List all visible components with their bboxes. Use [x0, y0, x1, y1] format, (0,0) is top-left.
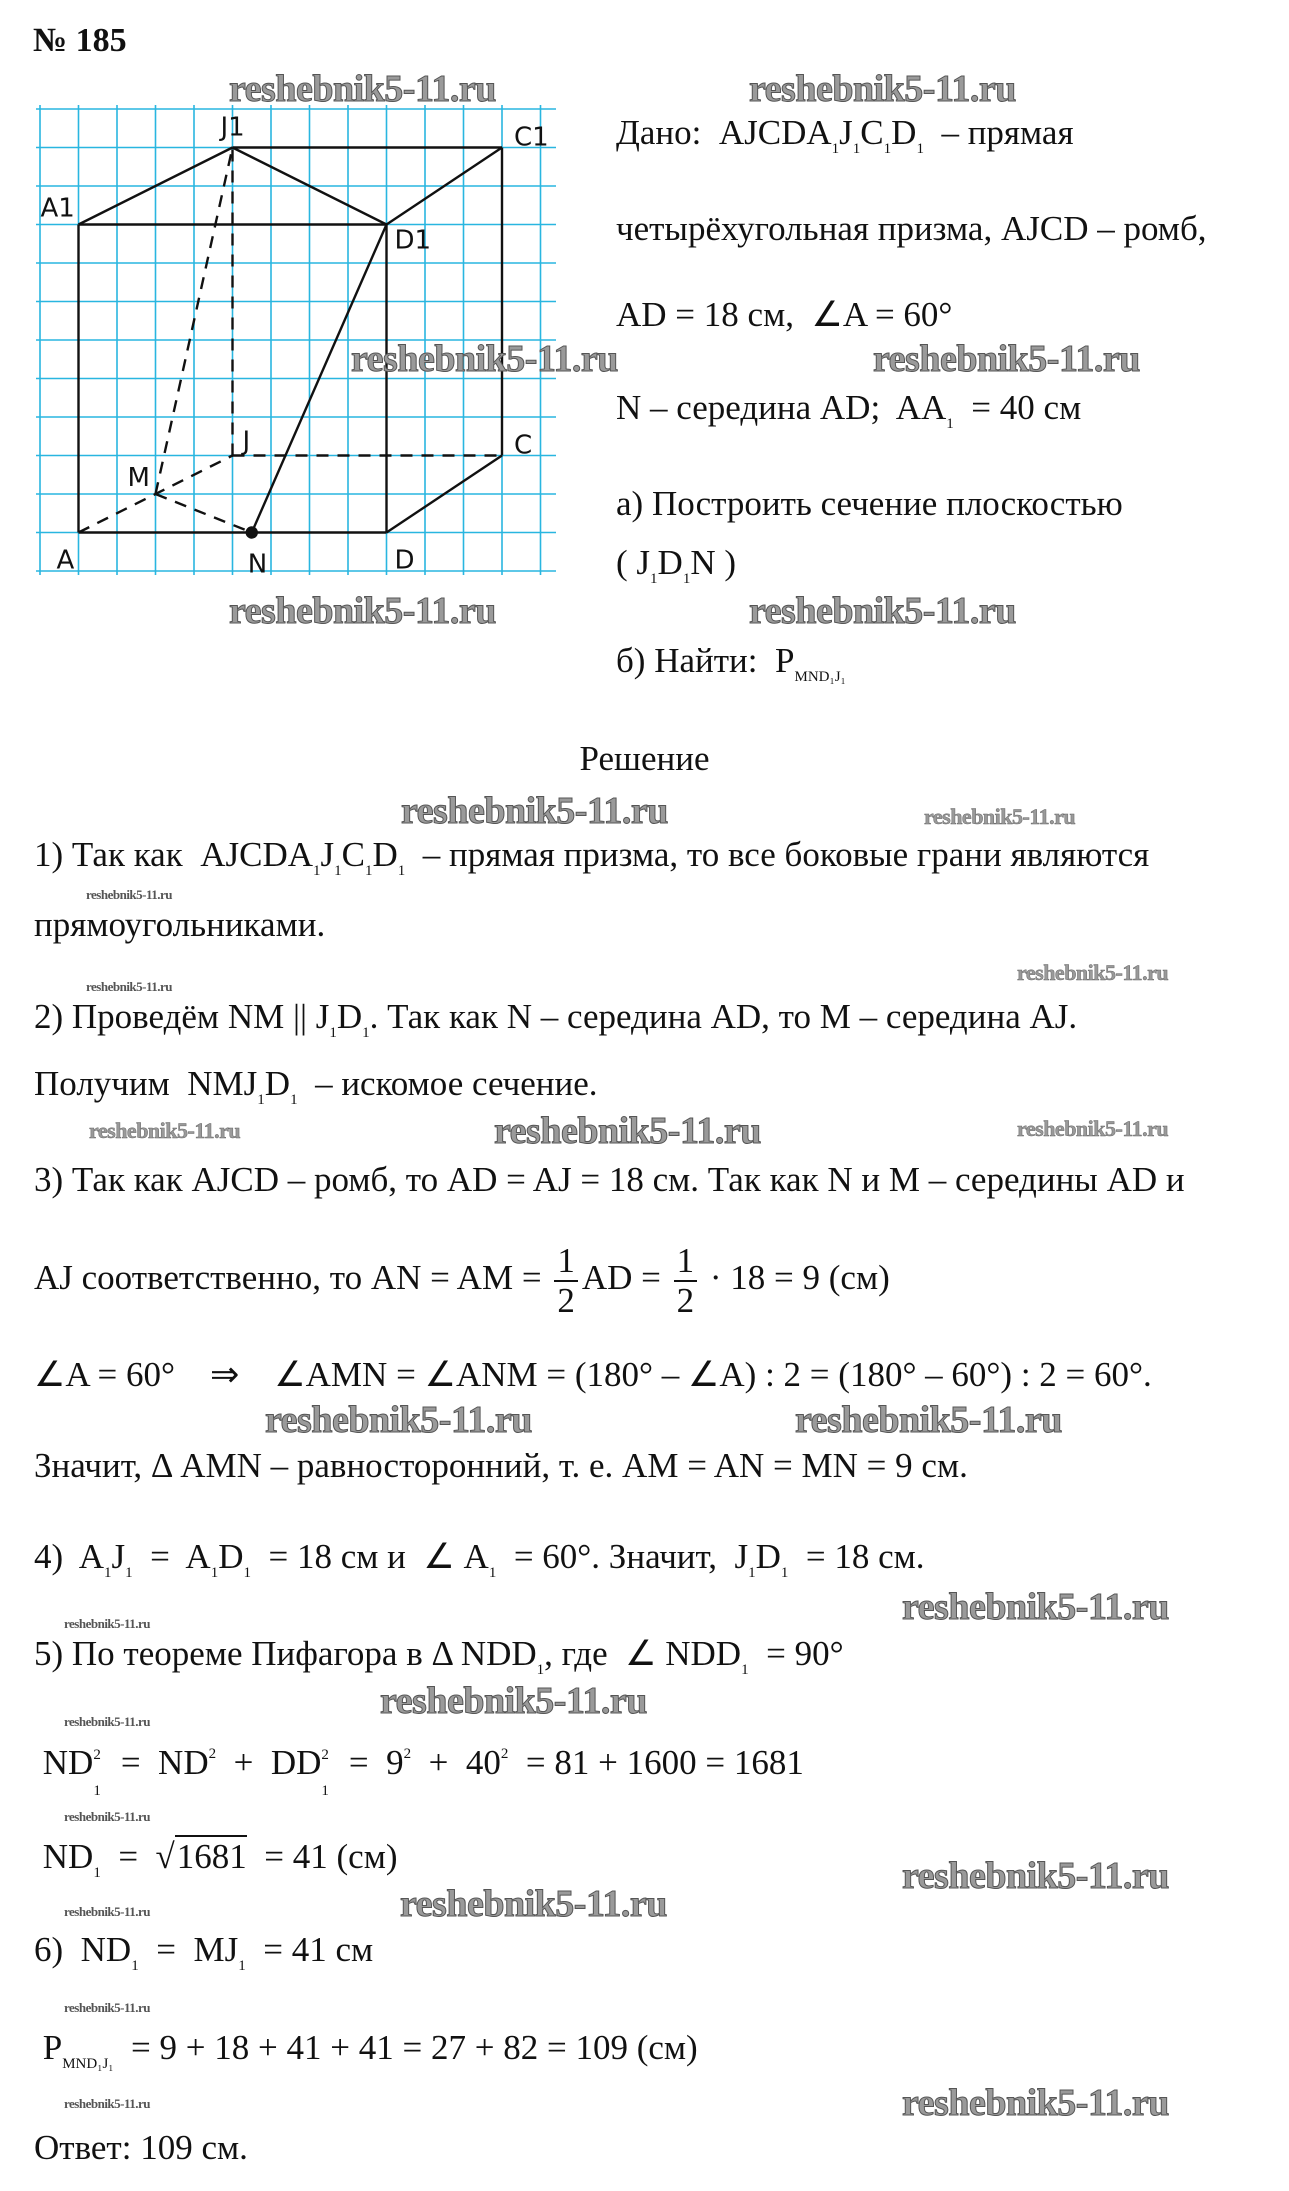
text-line: [616, 209, 1207, 249]
text-run: N ): [690, 543, 736, 582]
text-run: = 41 см: [245, 1930, 374, 1969]
text-run: = MJ: [138, 1930, 239, 1969]
subscript: 1: [682, 571, 691, 587]
text-run: 3) Так как AJCD – ромб, то AD = AJ = 18 см. Так как N и M – середины AD и: [34, 1160, 1185, 1199]
text-run: D: [657, 543, 683, 582]
subscript: 1: [93, 1783, 101, 1799]
text-run: = 18 см.: [788, 1537, 925, 1576]
text-run: 1) Так как AJCDA: [34, 835, 314, 874]
subscript: 1: [883, 141, 892, 157]
fraction: [674, 1242, 698, 1320]
superscript: 2: [93, 1747, 101, 1763]
subscript: 1: [852, 141, 861, 157]
subscript: 1: [329, 1025, 337, 1041]
watermark: reshebnik5-11.ru: [1017, 1116, 1169, 1141]
text-run: + 40: [411, 1743, 501, 1782]
text-line: [34, 1734, 804, 1799]
denominator: 2: [676, 1281, 695, 1320]
subscript: 1: [946, 416, 954, 432]
subscript: 1: [741, 1662, 749, 1678]
text-run: = 81 + 1600 = 1681: [508, 1743, 804, 1782]
text-run: + DD: [216, 1743, 322, 1782]
watermark: reshebnik5-11.ru: [902, 1855, 1169, 1897]
vertex-label-d: D: [394, 545, 415, 576]
text-line: [616, 295, 952, 335]
text-run: прямоугольниками.: [34, 905, 326, 944]
watermark: reshebnik5-11.ru: [924, 804, 1076, 829]
numerator: 1: [674, 1242, 698, 1282]
watermark: reshebnik5-11.ru: [64, 1904, 151, 1919]
edge-M-N: [156, 494, 252, 533]
vertex-label-c1: C1: [514, 122, 549, 153]
problem-number: № 185: [33, 22, 127, 59]
text-line: [616, 113, 1074, 169]
superscript: 2: [321, 1747, 329, 1763]
text-run: C: [860, 113, 884, 152]
watermark: reshebnik5-11.ru: [265, 1399, 532, 1441]
text-run: ( J: [616, 543, 651, 582]
subscript: 1: [257, 1092, 265, 1108]
subscript: 1: [365, 863, 373, 879]
text-run: D: [891, 113, 917, 152]
text-run: D: [218, 1537, 244, 1576]
subscript: 1: [321, 1783, 329, 1799]
text-run: AD = 18 см, ∠A = 60°: [616, 295, 953, 334]
text-run: Значит, Δ AMN – равносторонний, т. е. AM = AN = MN = 9 см.: [34, 1446, 968, 1485]
text-run: C: [341, 835, 365, 874]
watermark: reshebnik5-11.ru: [380, 1680, 647, 1722]
subscript: MND₁J₁: [62, 2056, 114, 2072]
subscript: 1: [650, 571, 658, 587]
text-line: [34, 1242, 890, 1320]
text-run: · 18 = 9 (см): [701, 1258, 890, 1298]
vertex-label-c: C: [514, 430, 533, 461]
text-run: – прямая: [923, 113, 1074, 152]
text-line: [616, 484, 1123, 524]
watermark: reshebnik5-11.ru: [749, 590, 1016, 632]
point-n: [247, 528, 257, 538]
watermark: reshebnik5-11.ru: [795, 1399, 1062, 1441]
text-run: 4) A: [34, 1537, 104, 1576]
text-line: [34, 905, 325, 945]
watermark: reshebnik5-11.ru: [1017, 960, 1169, 985]
text-line: [34, 1355, 1152, 1395]
vertex-label-j1: J1: [220, 112, 245, 143]
watermark: reshebnik5-11.ru: [401, 790, 668, 832]
watermark: reshebnik5-11.ru: [64, 1809, 151, 1824]
text-line: [34, 997, 1077, 1053]
watermark: reshebnik5-11.ru: [64, 1714, 151, 1729]
text-line: [34, 1930, 373, 1986]
text-run: J: [320, 835, 335, 874]
text-run: Ответ: 109 см.: [34, 2128, 248, 2167]
watermark: reshebnik5-11.ru: [86, 887, 173, 902]
text-line: [616, 543, 736, 599]
text-run: = 9 + 18 + 41 + 41 = 27 + 82 = 109 (см): [113, 2028, 698, 2067]
watermark: reshebnik5-11.ru: [902, 1586, 1169, 1628]
vertex-label-n: N: [247, 549, 268, 580]
subscript: 1: [748, 1565, 756, 1581]
text-run: Получим NMJ: [34, 1064, 258, 1103]
subscript: 1: [536, 1662, 545, 1678]
text-run: = 40 см: [953, 388, 1082, 427]
square-root: 1681: [176, 1837, 247, 1876]
text-run: ∠A = 60° ⇒ ∠AMN = ∠ANM = (180° – ∠A) : 2 = (180° – 60°) : 2 = 60°.: [34, 1355, 1152, 1394]
subscript: 1: [93, 1865, 101, 1881]
subscript: 1: [916, 141, 924, 157]
watermark: reshebnik5-11.ru: [89, 1118, 241, 1143]
subscript: 1: [313, 863, 321, 879]
subscript: 1: [104, 1565, 112, 1581]
subscript: 1: [362, 1025, 370, 1041]
text-run: D: [336, 997, 363, 1036]
text-run: = 18 см и ∠ A: [251, 1537, 489, 1576]
text-run: D: [372, 835, 398, 874]
watermark: reshebnik5-11.ru: [64, 2096, 151, 2111]
vertex-label-m: M: [127, 463, 150, 493]
text-run: = 90°: [748, 1634, 844, 1673]
watermark: reshebnik5-11.ru: [229, 68, 496, 110]
watermark: reshebnik5-11.ru: [351, 338, 618, 380]
text-run: N – середина AD; AA: [616, 388, 947, 427]
watermark: reshebnik5-11.ru: [873, 338, 1140, 380]
subscript: 1: [290, 1092, 298, 1108]
text-run: – прямая призма, то все боковые грани являются: [405, 835, 1150, 874]
text-run: D: [755, 1537, 781, 1576]
superscript: 2: [500, 1746, 509, 1762]
numerator: 1: [554, 1242, 578, 1282]
vertex-label-a: A: [56, 545, 75, 576]
subscript: 1: [488, 1565, 497, 1581]
watermark: reshebnik5-11.ru: [400, 1883, 667, 1925]
vertex-label-a1: A1: [40, 193, 75, 224]
text-line: [34, 1446, 968, 1486]
superscript: 2: [403, 1746, 412, 1762]
watermark: reshebnik5-11.ru: [749, 68, 1016, 110]
fraction: [554, 1242, 578, 1320]
text-run: AD =: [581, 1258, 670, 1298]
text-run: = 9: [331, 1743, 404, 1782]
text-run: а) Построить сечение плоскостью: [616, 484, 1123, 523]
watermark: reshebnik5-11.ru: [902, 2082, 1169, 2124]
watermark: reshebnik5-11.ru: [64, 1616, 151, 1631]
text-line: [616, 388, 1081, 444]
text-run: 6) ND: [34, 1930, 132, 1969]
text-line: [34, 1537, 925, 1593]
text-run: = 60°. Значит, J: [496, 1537, 749, 1576]
text-run: б) Найти: P: [616, 641, 795, 680]
watermark: reshebnik5-11.ru: [64, 2000, 151, 2015]
text-run: J: [839, 113, 853, 152]
text-line: [616, 641, 846, 697]
solution-heading: Решение: [579, 739, 710, 778]
subscript: 1: [131, 1958, 139, 1974]
subscript: 1: [243, 1565, 251, 1581]
subscript: MND₁J₁: [794, 669, 846, 685]
text-line: [34, 2028, 698, 2084]
watermark: reshebnik5-11.ru: [229, 590, 496, 632]
text-line: [34, 835, 1149, 891]
text-run: ND: [34, 1837, 94, 1876]
text-run: 5) По теореме Пифагора в Δ NDD: [34, 1634, 537, 1673]
vertex-label-d1: D1: [394, 225, 432, 256]
superscript: 2: [208, 1746, 217, 1762]
subscript: 1: [210, 1565, 219, 1581]
subscript: 1: [125, 1565, 133, 1581]
watermark: reshebnik5-11.ru: [494, 1110, 761, 1152]
text-run: 2) Проведём NM || J: [34, 997, 330, 1036]
subscript: 1: [334, 863, 342, 879]
text-run: , где ∠ NDD: [544, 1634, 742, 1673]
text-line: [34, 1837, 398, 1893]
subscript: 1: [238, 1958, 246, 1974]
subscript: 1: [397, 863, 406, 879]
text-run: = 41 (см): [246, 1837, 398, 1876]
subscript: 1: [831, 141, 840, 157]
text-run: . Так как N – середина AD, то M – середина AJ.: [369, 997, 1078, 1036]
text-run: AJ соответственно, то AN = AM =: [34, 1258, 551, 1298]
text-line: [34, 2128, 248, 2168]
text-run: D: [264, 1064, 291, 1103]
text-run: ND: [34, 1743, 94, 1782]
text-run: J: [111, 1537, 126, 1576]
text-run: P: [34, 2028, 63, 2067]
text-run: = √: [100, 1837, 175, 1876]
index: [93, 1747, 103, 1799]
vertex-label-j: J: [242, 426, 251, 457]
index: [321, 1747, 331, 1799]
text-run: четырёхугольная призма, AJCD – ромб,: [616, 209, 1207, 248]
denominator: 2: [557, 1281, 575, 1320]
text-run: = A: [132, 1537, 211, 1576]
text-line: [34, 1160, 1185, 1200]
text-run: Дано: AJCDA: [616, 113, 832, 152]
text-run: – искомое сечение.: [297, 1064, 598, 1103]
text-run: = ND: [103, 1743, 209, 1782]
subscript: 1: [780, 1565, 789, 1581]
watermark: reshebnik5-11.ru: [86, 979, 173, 994]
